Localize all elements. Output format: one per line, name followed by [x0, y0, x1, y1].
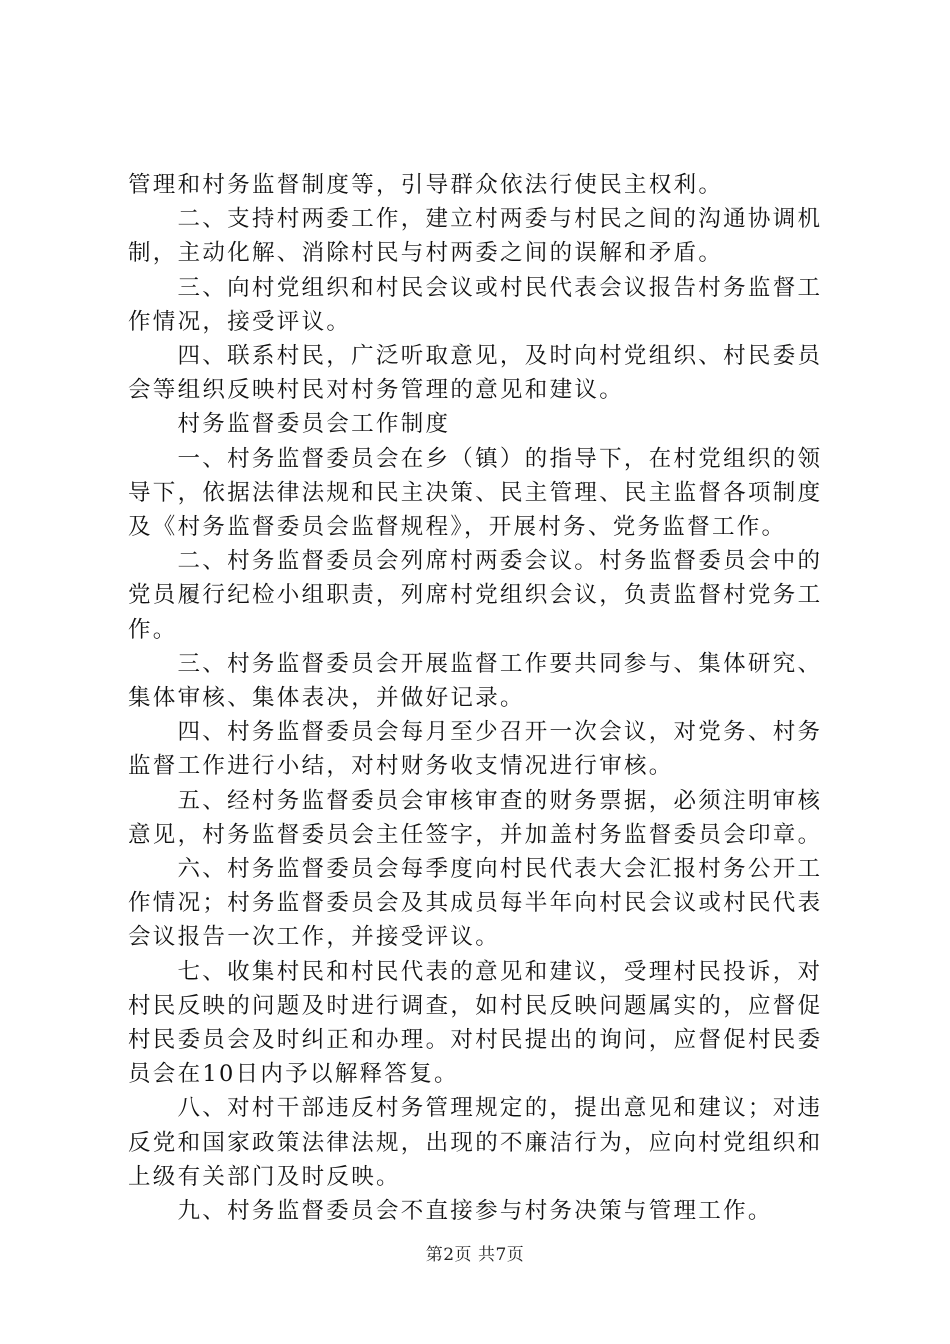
rule-item-9: 九、村务监督委员会不直接参与村务决策与管理工作。: [177, 1198, 773, 1225]
rule-item-6: 六、村务监督委员会每季度向村民代表大会汇报村务公开工作情况；村务监督委员会及其成员每半年向村民会议或村民代表会议报告一次工作，并接受评议。: [128, 856, 823, 951]
rule-item-2: 二、村务监督委员会列席村两委会议。村务监督委员会中的党员履行纪检小组职责，列席村党组织会议，负责监督村党务工作。: [128, 548, 823, 643]
rule-item-3: 三、村务监督委员会开展监督工作要共同参与、集体研究、集体审核、集体表决，并做好记录。: [128, 650, 823, 712]
page-footer: 第2页 共7页: [425, 1245, 525, 1265]
rule-item-8: 八、对村干部违反村务管理规定的，提出意见和建议；对违反党和国家政策法律法规，出现的不廉洁行为，应向村党组织和上级有关部门及时反映。: [128, 1095, 823, 1190]
paragraph-item-4: 四、联系村民，广泛听取意见，及时向村党组织、村民委员会等组织反映村民对村务管理的意见和建议。: [128, 343, 823, 404]
paragraph-item-3: 三、向村党组织和村民会议或村民代表会议报告村务监督工作情况，接受评议。: [128, 274, 823, 335]
rule-item-4: 四、村务监督委员会每月至少召开一次会议，对党务、村务监督工作进行小结，对村财务收支情况进行审核。: [128, 719, 823, 780]
paragraph-continuation: 管理和村务监督制度等，引导群众依法行使民主权利。: [128, 172, 724, 198]
section-title: 村务监督委员会工作制度: [177, 411, 451, 438]
paragraph-item-2: 二、支持村两委工作，建立村两委与村民之间的沟通协调机制，主动化解、消除村民与村两委之间的误解和矛盾。: [128, 206, 823, 267]
rule-item-5: 五、经村务监督委员会审核审查的财务票据，必须注明审核意见，村务监督委员会主任签字，并加盖村务监督委员会印章。: [128, 787, 823, 848]
rule-item-1: 一、村务监督委员会在乡（镇）的指导下，在村党组织的领导下，依据法律法规和民主决策、民主管理、民主监督各项制度及《村务监督委员会监督规程》，开展村务、党务监督工作。: [128, 445, 823, 541]
document-body: [128, 168, 836, 1228]
rule-item-7: 七、收集村民和村民代表的意见和建议，受理村民投诉，对村民反映的问题及时进行调查，如村民反映问题属实的，应督促村民委员会及时纠正和办理。对村民提出的询问，应督促村民委员会在10日内予以解释答复。: [128, 958, 823, 1088]
